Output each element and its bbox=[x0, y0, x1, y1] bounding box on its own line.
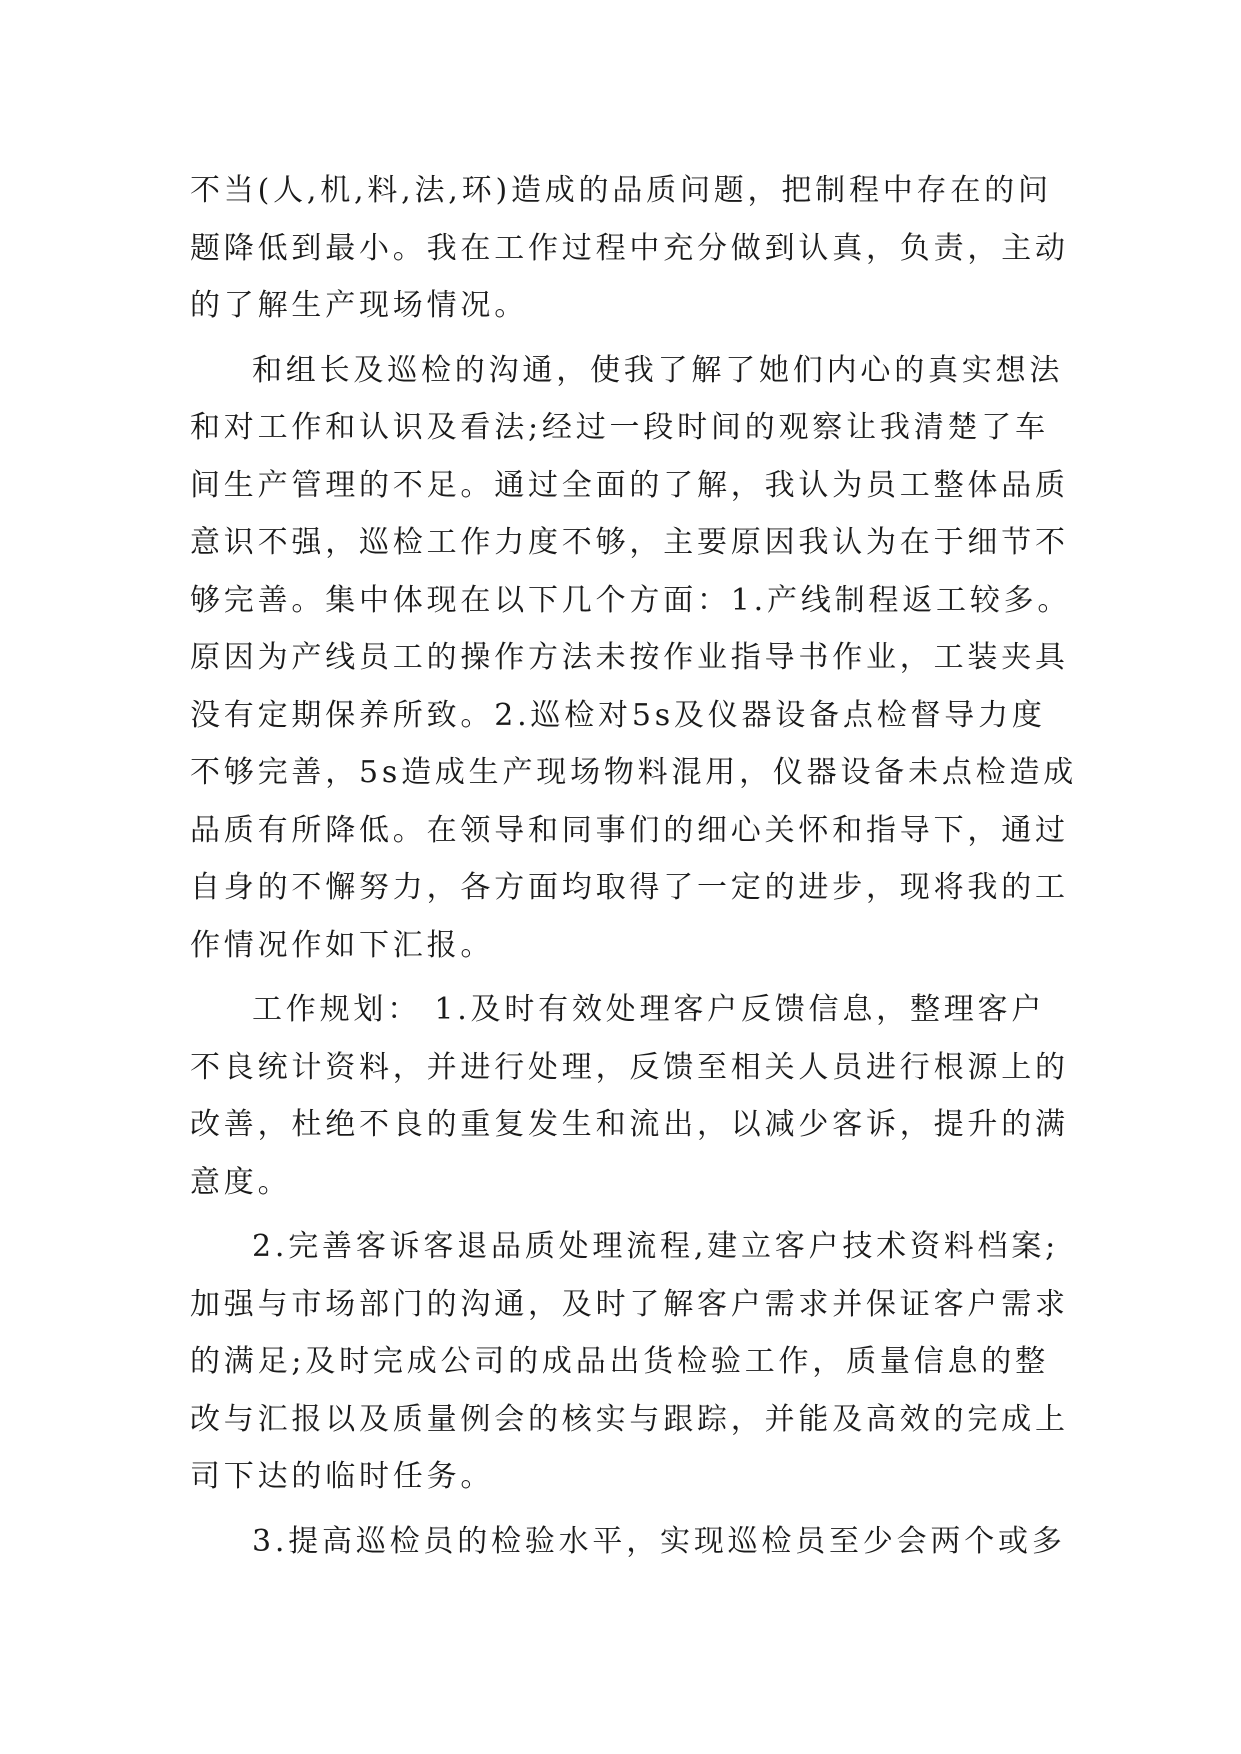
document-body bbox=[190, 162, 1078, 1570]
text-line: 题降低到最小。我在工作过程中充分做到认真，负责，主动 bbox=[190, 230, 1069, 266]
text-line: 间生产管理的不足。通过全面的了解，我认为员工整体品质 bbox=[190, 467, 1069, 503]
text-line: 和组长及巡检的沟通，使我了解了她们内心的真实想法 bbox=[252, 352, 1064, 388]
text-line: 和对工作和认识及看法;经过一段时间的观察让我清楚了车 bbox=[190, 410, 1049, 445]
text-line: 改与汇报以及质量例会的核实与跟踪，并能及高效的完成上 bbox=[190, 1401, 1069, 1437]
text-line: 加强与市场部门的沟通，及时了解客户需求并保证客户需求 bbox=[190, 1286, 1069, 1322]
paragraph bbox=[190, 342, 1078, 975]
text-line: 不良统计资料，并进行处理，反馈至相关人员进行根源上的 bbox=[190, 1049, 1069, 1085]
text-line: 自身的不懈努力，各方面均取得了一定的进步，现将我的工 bbox=[190, 870, 1069, 905]
text-line: 作情况作如下汇报。 bbox=[190, 927, 495, 963]
paragraph bbox=[190, 162, 1069, 335]
text-line: 意识不强，巡检工作力度不够，主要原因我认为在于细节不 bbox=[190, 525, 1069, 560]
text-line: 品质有所降低。在领导和同事们的细心关怀和指导下，通过 bbox=[190, 812, 1069, 848]
text-line: 改善，杜绝不良的重复发生和流出，以减少客诉，提升的满 bbox=[190, 1107, 1069, 1142]
text-line: 没有定期保养所致。2.巡检对5s及仪器设备点检督导力度 bbox=[190, 697, 1046, 733]
text-line: 的了解生产现场情况。 bbox=[190, 288, 528, 323]
text-line: 的满足;及时完成公司的成品出货检验工作，质量信息的整 bbox=[190, 1344, 1049, 1379]
text-line: 够完善。集中体现在以下几个方面：1.产线制程返工较多。 bbox=[190, 582, 1072, 618]
text-line: 原因为产线员工的操作方法未按作业指导书作业，工装夹具 bbox=[190, 640, 1069, 675]
text-line: 意度。 bbox=[190, 1164, 292, 1200]
text-line: 不够完善，5s造成生产现场物料混用，仪器设备未点检造成 bbox=[190, 755, 1078, 790]
paragraph bbox=[190, 981, 1069, 1211]
text-line: 不当(人,机,料,法,环)造成的品质问题，把制程中存在的问 bbox=[190, 173, 1052, 208]
text-line: 3.提高巡检员的检验水平，实现巡检员至少会两个或多 bbox=[252, 1523, 1066, 1559]
text-line: 2.完善客诉客退品质处理流程,建立客户技术资料档案; bbox=[252, 1229, 1060, 1264]
text-line: 司下达的临时任务。 bbox=[190, 1459, 495, 1494]
text-line: 工作规划： 1.及时有效处理客户反馈信息，整理客户 bbox=[252, 992, 1046, 1027]
paragraph bbox=[190, 1218, 1069, 1506]
paragraph bbox=[190, 1513, 1066, 1571]
